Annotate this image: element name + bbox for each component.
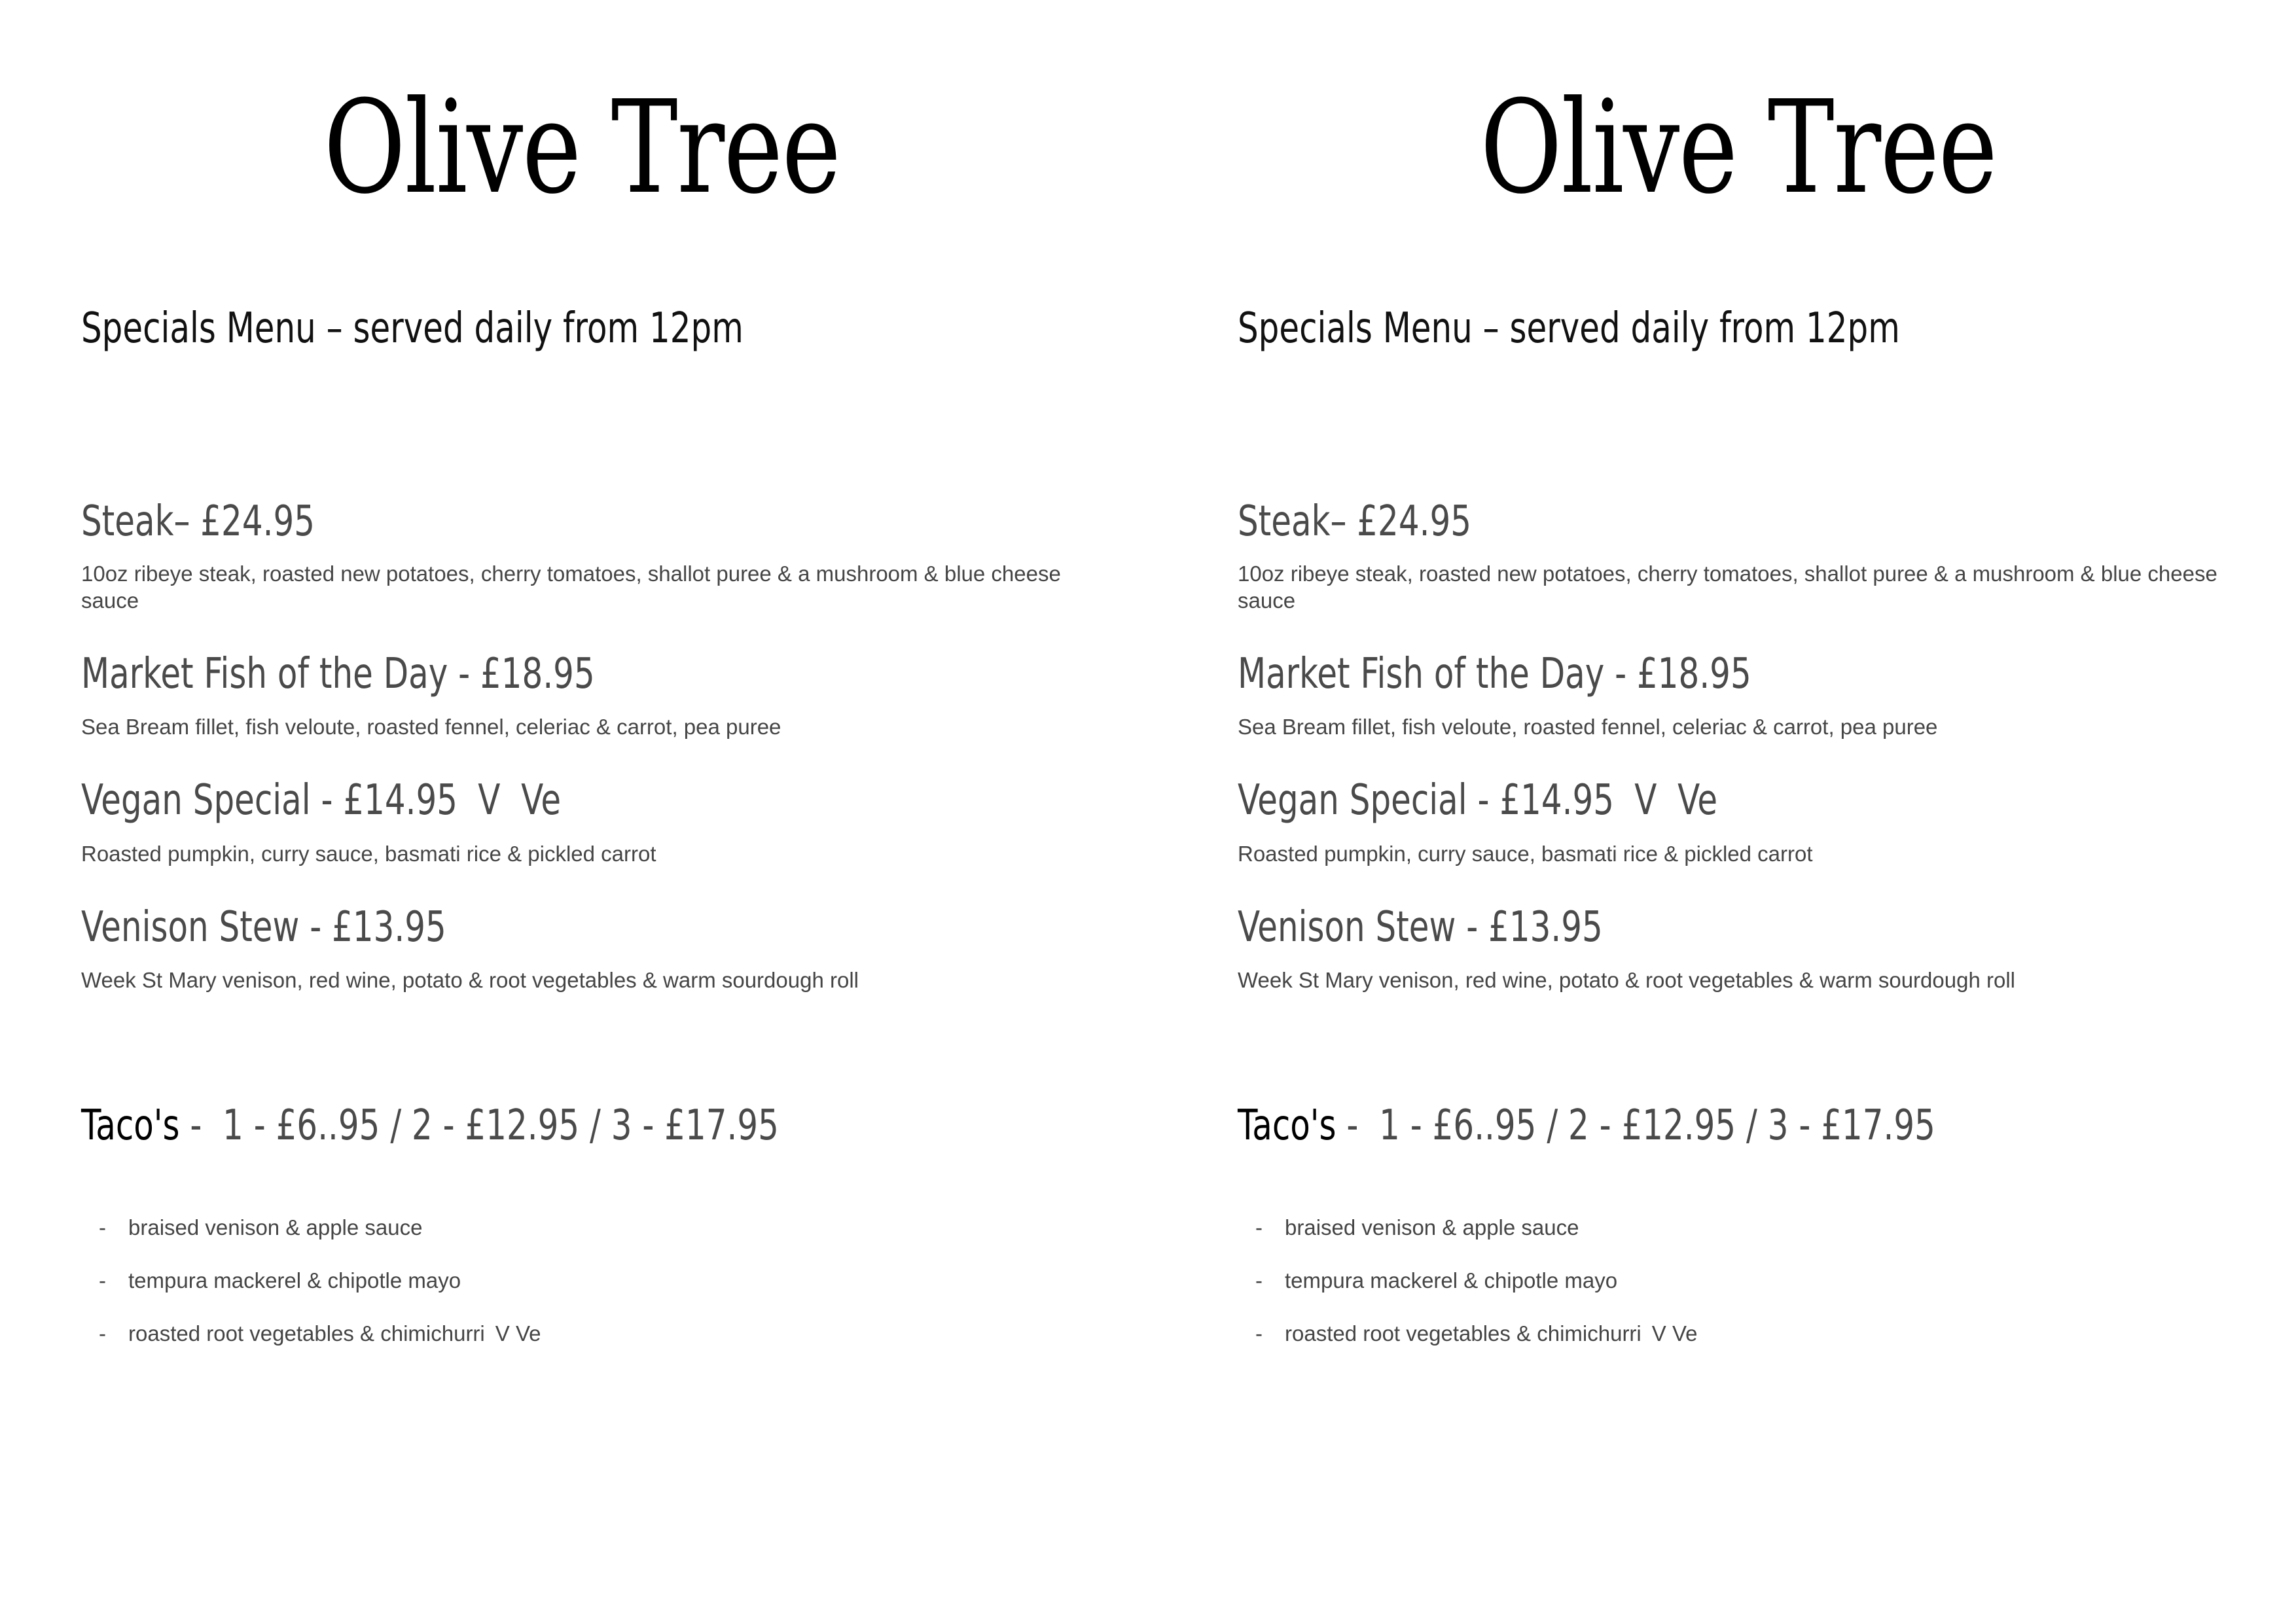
bullet-dash: -: [99, 1321, 106, 1346]
dish-heading-vegan-special: [1238, 776, 1718, 825]
menu-page-right: [1238, 0, 2296, 1623]
bullet-dash: -: [99, 1268, 106, 1293]
taco-heading: [81, 1101, 779, 1150]
dish-heading-venison-stew: [81, 903, 446, 952]
dish-description-market-fish: Sea Bream fillet, fish veloute, roasted fennel, celeriac & carrot, pea puree: [81, 715, 781, 739]
dish-name-price: Venison Stew - £13.95: [81, 903, 446, 952]
restaurant-title: Olive Tree: [1480, 73, 1997, 223]
taco-label: Taco's: [1238, 1101, 1336, 1150]
taco-item-text: tempura mackerel & chipotle mayo: [1285, 1268, 1618, 1293]
dish-description-vegan-special: Roasted pumpkin, curry sauce, basmati rice & pickled carrot: [1238, 842, 1813, 866]
taco-item-text-with-tags: [128, 1320, 541, 1347]
dish-name-price: Steak– £24.95: [81, 497, 315, 546]
dish-heading-market-fish: [81, 650, 595, 698]
dietary-tags: V Ve: [495, 1321, 541, 1346]
taco-item-text: braised venison & apple sauce: [128, 1215, 423, 1240]
taco-heading: [1238, 1101, 1935, 1150]
menu-page-left: [81, 0, 1168, 1623]
dish-name-price: Vegan Special - £14.95: [81, 776, 458, 825]
bullet-dash: -: [1255, 1215, 1263, 1240]
taco-item-text: roasted root vegetables & chimichurri: [1285, 1321, 1641, 1346]
dish-description-venison-stew: Week St Mary venison, red wine, potato & root vegetables & warm sourdough roll: [1238, 968, 2015, 992]
dish-description-venison-stew: Week St Mary venison, red wine, potato & root vegetables & warm sourdough roll: [81, 968, 859, 992]
dish-description-steak: 10oz ribeye steak, roasted new potatoes, cherry tomatoes, shallot puree & a mushroom & blue cheese sauce: [81, 562, 1061, 613]
dish-name-price: Steak– £24.95: [1238, 497, 1471, 546]
taco-item-text: braised venison & apple sauce: [1285, 1215, 1579, 1240]
dish-heading-steak: [1238, 497, 1471, 546]
taco-label: Taco's: [81, 1101, 180, 1150]
taco-pricing: - 1 - £6..95 / 2 - £12.95 / 3 - £17.95: [1336, 1101, 1935, 1150]
menu-subtitle: Specials Menu – served daily from 12pm: [81, 304, 744, 353]
dish-name-price: Market Fish of the Day - £18.95: [81, 650, 595, 698]
dish-heading-market-fish: [1238, 650, 1751, 698]
dish-description-vegan-special: Roasted pumpkin, curry sauce, basmati rice & pickled carrot: [81, 842, 656, 866]
taco-pricing: - 1 - £6..95 / 2 - £12.95 / 3 - £17.95: [179, 1101, 779, 1150]
bullet-dash: -: [1255, 1321, 1263, 1346]
restaurant-title: Olive Tree: [323, 73, 840, 223]
taco-item-text: roasted root vegetables & chimichurri: [128, 1321, 485, 1346]
dish-heading-venison-stew: [1238, 903, 1603, 952]
dish-name-price: Market Fish of the Day - £18.95: [1238, 650, 1751, 698]
dish-heading-vegan-special: [81, 776, 562, 825]
menu-subtitle: Specials Menu – served daily from 12pm: [1238, 304, 1900, 353]
dish-name-price: Vegan Special - £14.95: [1238, 776, 1615, 825]
dietary-tags: V Ve: [478, 776, 562, 825]
taco-item-text-with-tags: [1285, 1320, 1698, 1347]
bullet-dash: -: [1255, 1268, 1263, 1293]
dish-name-price: Venison Stew - £13.95: [1238, 903, 1603, 952]
dietary-tags: V Ve: [1651, 1321, 1698, 1346]
dish-description-steak: 10oz ribeye steak, roasted new potatoes, cherry tomatoes, shallot puree & a mushroom & blue cheese sauce: [1238, 562, 2217, 613]
bullet-dash: -: [99, 1215, 106, 1240]
dish-description-market-fish: Sea Bream fillet, fish veloute, roasted fennel, celeriac & carrot, pea puree: [1238, 715, 1938, 739]
dish-heading-steak: [81, 497, 315, 546]
dietary-tags: V Ve: [1634, 776, 1718, 825]
taco-item-text: tempura mackerel & chipotle mayo: [128, 1268, 461, 1293]
